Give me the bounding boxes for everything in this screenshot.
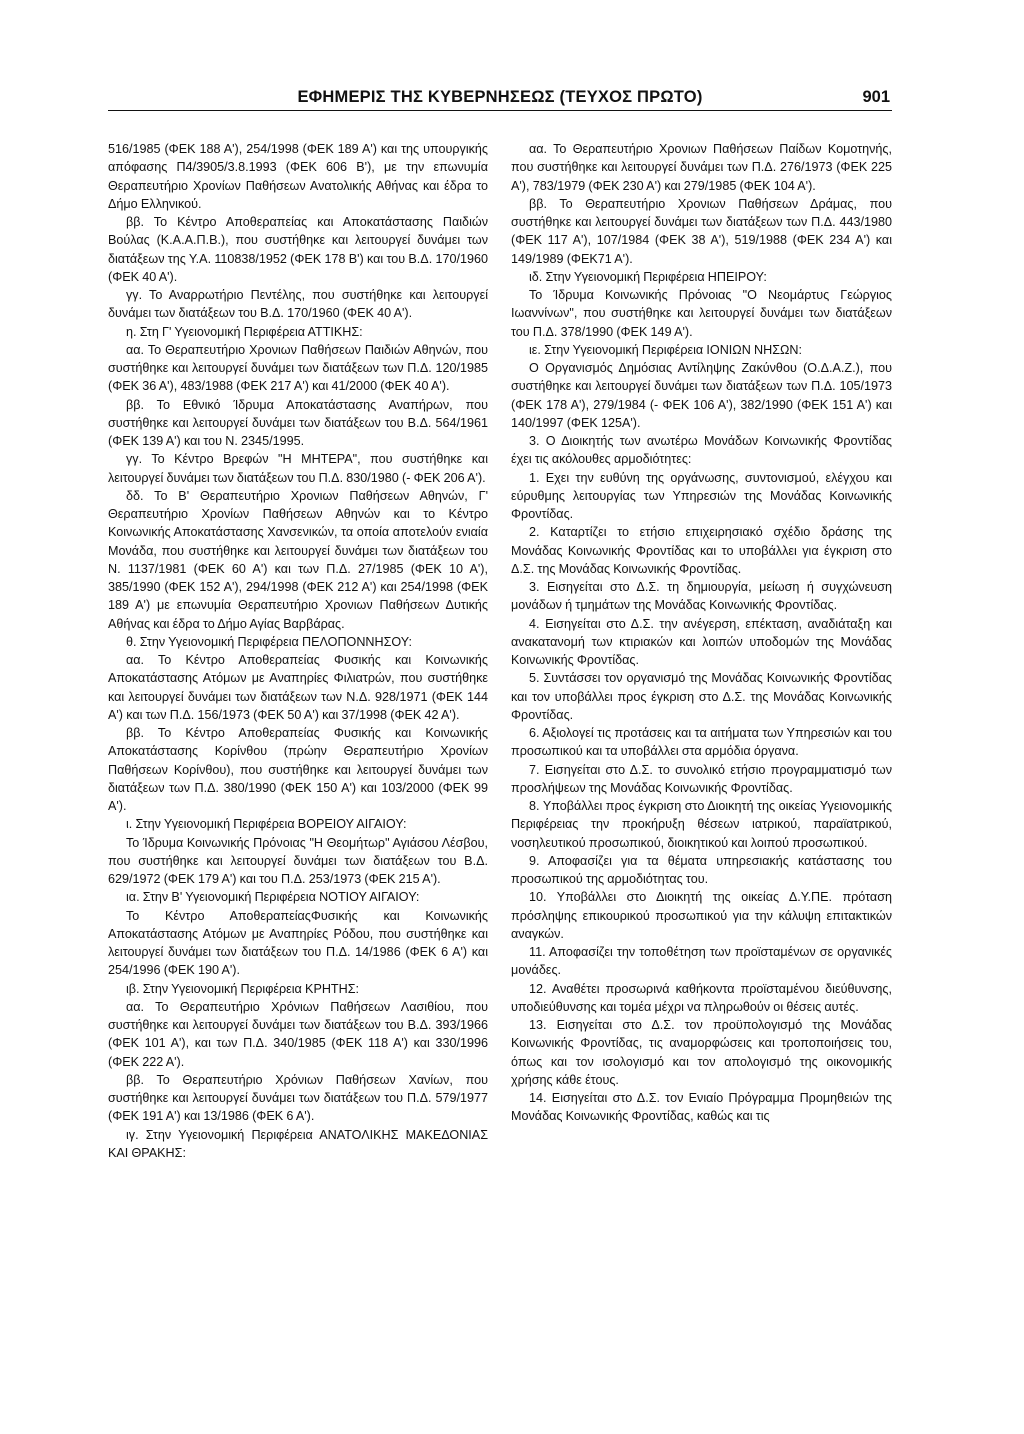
left-column: [108, 140, 488, 1162]
paragraph: 8. Υποβάλλει προς έγκριση στο Διοικητή της οικείας Υγειονομικής Περιφέρειας την προκήρυξη θέσεων ιατρικού, παραϊατρικού, νοσηλευτικού προσωπικού, διοικητικού και λοιπού προσωπικού.: [511, 799, 892, 850]
paragraph: Το Κέντρο ΑποθεραπείαςΦυσικής και Κοινωνικής Αποκατάστασης Ατόμων με Αναπηρίες Ρόδου, που συστήθηκε και λειτουργεί δυνάμει των διατάξεων του Π.Δ. 14/1986 (ΦΕΚ 6 Α') και 254/1996 (ΦΕΚ 190 Α').: [108, 908, 488, 978]
paragraph: 12. Αναθέτει προσωρινά καθήκοντα προϊσταμένου διεύθυνσης, υποδιεύθυνσης και τομέα μέχρι να πληρωθούν οι θέσεις αυτές.: [511, 981, 892, 1014]
paragraph: η. Στη Γ' Υγειονομική Περιφέρεια ΑΤΤΙΚΗΣ:: [126, 324, 363, 339]
paragraph: 3. Ο Διοικητής των ανωτέρω Μονάδων Κοινωνικής Φροντίδας έχει τις ακόλουθες αρμοδιότητες:: [511, 434, 892, 467]
paragraph: 6. Αξιολογεί τις προτάσεις και τα αιτήματα των Υπηρεσιών και του προσωπικού και τα υποβάλλει στα αρμόδια όργανα.: [511, 726, 892, 759]
paragraph: Ο Οργανισμός Δημόσιας Αντίληψης Ζακύνθου (Ο.Δ.Α.Ζ.), που συστήθηκε και λειτουργεί δυνάμει των διατάξεων των Π.Δ. 105/1973 (ΦΕΚ 178 Α'), 279/1984 (- ΦΕΚ 106 Α'), 382/1990 (ΦΕΚ 151 Α') και 140/1997 (ΦΕΚ 125Α').: [511, 361, 892, 430]
paragraph: ι. Στην Υγειονομική Περιφέρεια ΒΟΡΕΙΟΥ ΑΙΓΑΙΟΥ:: [126, 817, 407, 832]
paragraph: αα. Το Θεραπευτήριο Χρόνιων Παθήσεων Λασιθίου, που συστήθηκε και λειτουργεί δυνάμει των διατάξεων του Β.Δ. 393/1966 (ΦΕΚ 101 Α'), και των Π.Δ. 340/1985 (ΦΕΚ 118 Α') και 330/1996 (ΦΕΚ 222 Α').: [108, 999, 488, 1069]
paragraph: ββ. Το Εθνικό Ίδρυμα Αποκατάστασης Αναπήρων, που συστήθηκε και λειτουργεί δυνάμει των διατάξεων του Β.Δ. 564/1961 (ΦΕΚ 139 Α') και του Ν. 2345/1995.: [108, 397, 488, 448]
paragraph: 1. Εχει την ευθύνη της οργάνωσης, συντονισμού, ελέγχου και εύρυθμης λειτουργίας των Υπηρεσιών της Μονάδας Κοινωνικής Φροντίδας.: [511, 470, 892, 521]
paragraph: 4. Εισηγείται στο Δ.Σ. την ανέγερση, επέκταση, αναδιάταξη και ανακατανομή των κτιριακών και λοιπών υποδομών της Μονάδας Κοινωνικής Φροντίδας.: [511, 616, 892, 667]
paragraph: αα. Το Θεραπευτήριο Χρονιων Παθήσεων Παιδιών Αθηνών, που συστήθηκε και λειτουργεί δυνάμει των διατάξεων των Π.Δ. 120/1985 (ΦΕΚ 36 Α'), 483/1988 (ΦΕΚ 217 Α') και 41/2000 (ΦΕΚ 40 Α').: [108, 342, 488, 394]
header-rule: [108, 110, 892, 111]
right-column: [511, 140, 892, 1126]
paragraph: θ. Στην Υγειονομική Περιφέρεια ΠΕΛΟΠΟΝΝΗΣΟΥ:: [126, 634, 412, 649]
paragraph: ιγ. Στην Υγειονομική Περιφέρεια ΑΝΑΤΟΛΙΚΗΣ ΜΑΚΕΔΟΝΙΑΣ ΚΑΙ ΘΡΑΚΗΣ:: [108, 1127, 488, 1160]
paragraph: 2. Καταρτίζει το ετήσιο επιχειρησιακό σχέδιο δράσης της Μονάδας Κοινωνικής Φροντίδας και το υποβάλλει για έγκριση στο Δ.Σ. της Μονάδας Κοινωνικής Φροντίδας.: [511, 525, 892, 576]
paragraph: ββ. Το Κέντρο Αποθεραπείας Φυσικής και Κοινωνικής Αποκατάστασης Κορίνθου (πρώην Θεραπευτήριο Χρονίων Παθήσεων Κορίνθου), που συστήθηκε και λειτουργεί δυνάμει των διατάξεων των Π.Δ. 380/1990 (ΦΕΚ 150 Α') και 103/2000 (ΦΕΚ 99 Α').: [108, 726, 488, 813]
paragraph: 9. Αποφασίζει για τα θέματα υπηρεσιακής κατάστασης του προσωπικού της αρμοδιότητας του.: [511, 853, 892, 886]
paragraph: ια. Στην Β' Υγειονομική Περιφέρεια ΝΟΤΙΟΥ ΑΙΓΑΙΟΥ:: [126, 890, 420, 905]
paragraph: 10. Υποβάλλει στο Διοικητή της οικείας Δ.Υ.ΠΕ. πρόταση πρόσληψης επικουρικού προσωπικού για την κάλυψη επιτακτικών αναγκών.: [511, 890, 892, 941]
paragraph: αα. Το Θεραπευτήριο Χρονιων Παθήσεων Παίδων Κομοτηνής, που συστήθηκε και λειτουργεί δυνάμει των Π.Δ. 276/1973 (ΦΕΚ 225 Α'), 783/1979 (ΦΕΚ 230 Α') και 279/1985 (ΦΕΚ 104 Α').: [511, 142, 892, 193]
paragraph: Το Ίδρυμα Κοινωνικής Πρόνοιας "Ο Νεομάρτυς Γεώργιος Ιωαννίνων", που συστήθηκε και λειτουργεί δυνάμει των διατάξεων του Π.Δ. 378/1990 (ΦΕΚ 149 Α').: [511, 288, 892, 339]
page-number: 901: [862, 88, 890, 106]
paragraph: ιβ. Στην Υγειονομική Περιφέρεια ΚΡΗΤΗΣ:: [126, 981, 360, 996]
paragraph: ιε. Στην Υγειονομική Περιφέρεια ΙΟΝΙΩΝ ΝΗΣΩΝ:: [529, 342, 802, 357]
gazette-title: ΕΦΗΜΕΡΙΣ ΤΗΣ ΚΥΒΕΡΝΗΣΕΩΣ (ΤΕΥΧΟΣ ΠΡΩΤΟ): [297, 88, 703, 106]
paragraph: γγ. Το Αναρρωτήριο Πεντέλης, που συστήθηκε και λειτουργεί δυνάμει των διατάξεων του Β.Δ. 170/1960 (ΦΕΚ 40 Α').: [108, 288, 488, 321]
paragraph: 11. Αποφασίζει την τοποθέτηση των προϊσταμένων σε οργανικές μονάδες.: [511, 945, 892, 978]
paragraph: 5. Συντάσσει τον οργανισμό της Μονάδας Κοινωνικής Φροντίδας και τον υποβάλλει προς έγκριση στο Δ.Σ. της Μονάδας Κοινωνικής Φροντίδας.: [511, 671, 892, 722]
paragraph: ιδ. Στην Υγειονομική Περιφέρεια ΗΠΕΙΡΟΥ:: [529, 269, 767, 284]
paragraph: ββ. Το Θεραπευτήριο Χρονιων Παθήσεων Δράμας, που συστήθηκε και λειτουργεί δυνάμει των διατάξεων των Π.Δ. 443/1980 (ΦΕΚ 117 Α'), 107/1984 (ΦΕΚ 38 Α'), 519/1988 (ΦΕΚ 234 Α') και 149/1989 (ΦΕΚ71 Α').: [511, 196, 892, 266]
paragraph: ββ. Το Θεραπευτήριο Χρόνιων Παθήσεων Χανίων, που συστήθηκε και λειτουργεί δυνάμει των διατάξεων του Π.Δ. 579/1977 (ΦΕΚ 191 Α') και 13/1986 (ΦΕΚ 6 Α').: [108, 1072, 488, 1124]
paragraph: ββ. Το Κέντρο Αποθεραπείας και Αποκατάστασης Παιδιών Βούλας (Κ.Α.Α.Π.Β.), που συστήθηκε και λειτουργεί δυνάμει των διατάξεων της Υ.Α. 110838/1952 (ΦΕΚ 178 Β') και του Β.Δ. 170/1960 (ΦΕΚ 40 Α').: [108, 215, 488, 284]
paragraph: δδ. Το Β' Θεραπευτήριο Χρονιων Παθήσεων Αθηνών, Γ' Θεραπευτήριο Χρονίων Παθήσεων Αθηνών και το Κέντρο Κοινωνικής Αποκατάστασης Χανσενικών, τα οποία αποτελούν ενιαία Μονάδα, που συστήθηκε και λειτουργεί δυνάμει των διατάξεων του Ν. 1137/1981 (ΦΕΚ 60 Α') και των Π.Δ. 27/1985 (ΦΕΚ 10 Α'), 385/1990 (ΦΕΚ 152 Α'), 294/1998 (ΦΕΚ 212 Α') και 254/1998 (ΦΕΚ 189 Α') με επωνυμία Θεραπευτήριο Χρονιων Παθήσεων Δυτικής Αθήνας και έδρα το Δήμο Αγίας Βαρβάρας.: [108, 488, 488, 631]
paragraph: 14. Εισηγείται στο Δ.Σ. τον Ενιαίο Πρόγραμμα Προμηθειών της Μονάδας Κοινωνικής Φροντίδας, καθώς και τις: [511, 1091, 892, 1124]
paragraph: 7. Εισηγείται στο Δ.Σ. το συνολικό ετήσιο προγραμματισμό των προσλήψεων της Μονάδας Κοινωνικής Φροντίδας.: [511, 762, 892, 795]
paragraph: 13. Εισηγείται στο Δ.Σ. τον προϋπολογισμό της Μονάδας Κοινωνικής Φροντίδας, τις αναμορφώσεις και τροποποιήσεις του, όπως και τον ισολογισμό και τον απολογισμό της οικονομικής χρήσης κάθε έτους.: [511, 1018, 892, 1087]
paragraph: γγ. Το Κέντρο Βρεφών "Η ΜΗΤΕΡΑ", που συστήθηκε και λειτουργεί δυνάμει των διατάξεων του Π.Δ. 830/1980 (- ΦΕΚ 206 Α').: [108, 452, 488, 485]
paragraph: 516/1985 (ΦΕΚ 188 Α'), 254/1998 (ΦΕΚ 189 Α') και της υπουργικής απόφασης Π4/3905/3.8.1993 (ΦΕΚ 606 Β'), με την επωνυμία Θεραπευτήριο Χρονίων Παθήσεων Ανατολικής Αθήνας και έδρα το Δήμο Ελληνικού.: [108, 142, 488, 211]
paragraph: 3. Εισηγείται στο Δ.Σ. τη δημιουργία, μείωση ή συγχώνευση μονάδων ή τμημάτων της Μονάδας Κοινωνικής Φροντίδας.: [511, 580, 892, 613]
paragraph: Το Ίδρυμα Κοινωνικής Πρόνοιας "Η Θεομήτωρ" Αγιάσου Λέσβου, που συστήθηκε και λειτουργεί δυνάμει των διατάξεων του Β.Δ. 629/1972 (ΦΕΚ 179 Α') και του Π.Δ. 253/1973 (ΦΕΚ 215 Α').: [108, 835, 488, 886]
paragraph: αα. Το Κέντρο Αποθεραπείας Φυσικής και Κοινωνικής Αποκατάστασης Ατόμων με Αναπηρίες Φιλιατρών, που συστήθηκε και λειτουργεί δυνάμει των διατάξεων των Ν.Δ. 928/1971 (ΦΕΚ 144 Α') και των Π.Δ. 156/1973 (ΦΕΚ 50 Α') και 37/1998 (ΦΕΚ 42 Α').: [108, 653, 488, 722]
